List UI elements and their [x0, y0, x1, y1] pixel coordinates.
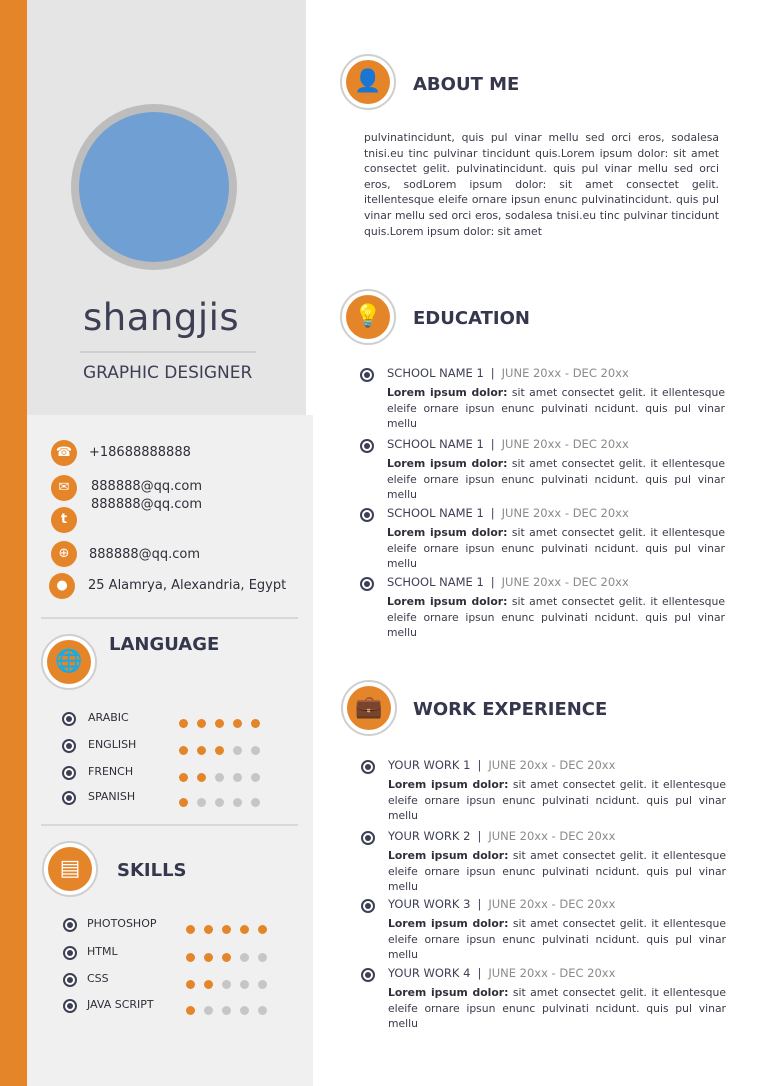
date-range: JUNE 20xx - DEC 20xx [488, 897, 616, 911]
level-rating [179, 740, 269, 749]
sidebar-divider [41, 824, 298, 826]
entry-description [387, 385, 726, 430]
language-section-icon [41, 634, 97, 690]
description-lead: Lorem ipsum dolor: [388, 778, 509, 791]
rating-dot [251, 798, 260, 807]
description-lead: Lorem ipsum dolor: [388, 986, 509, 999]
description-lead: Lorem ipsum dolor: [387, 457, 508, 470]
entry-bullet [360, 439, 374, 453]
level-rating [186, 919, 276, 928]
skill-name: PHOTOSHOP [87, 917, 157, 930]
description-text: sit amet consectet gelit. it ellentesque eleife ornare ipsun enunc pulvinati ncidunt. quis pul vinar mellu [387, 526, 726, 570]
separator: | [477, 758, 482, 772]
rating-dot [240, 980, 249, 989]
twitter-icon: t [51, 507, 77, 533]
about-section-icon [340, 54, 396, 110]
description-text: sit amet consectet gelit. it ellentesque eleife ornare ipsun enunc pulvinati ncidunt. quis pul vinar mellu [388, 917, 727, 961]
list-bullet [62, 766, 76, 780]
description-lead: Lorem ipsum dolor: [388, 917, 509, 930]
description-text: sit amet consectet gelit. it ellentesque eleife ornare ipsun enunc pulvinati ncidunt. quis pul vinar mellu [388, 849, 727, 893]
level-rating [186, 947, 276, 956]
rating-dot [204, 980, 213, 989]
rating-dot [186, 980, 195, 989]
job-heading [388, 829, 615, 844]
list-bullet [63, 973, 77, 987]
language-name: FRENCH [88, 765, 134, 778]
job-heading [388, 758, 615, 773]
rating-dot [179, 798, 188, 807]
rating-dot [240, 1006, 249, 1015]
language-title: LANGUAGE [109, 634, 220, 655]
rating-dot [179, 746, 188, 755]
level-rating [186, 974, 276, 983]
level-rating [179, 792, 269, 801]
date-range: JUNE 20xx - DEC 20xx [501, 366, 629, 380]
skill-name: JAVA SCRIPT [87, 998, 154, 1011]
avatar [79, 112, 229, 262]
rating-dot [179, 719, 188, 728]
description-lead: Lorem ipsum dolor: [388, 849, 509, 862]
list-bullet [63, 946, 77, 960]
rating-dot [233, 798, 242, 807]
rating-dot [197, 719, 206, 728]
skills-section-icon [42, 841, 98, 897]
rating-dot [240, 953, 249, 962]
entry-description [387, 456, 726, 501]
rating-dot [258, 980, 267, 989]
rating-dot [197, 773, 206, 782]
entry-bullet [360, 508, 374, 522]
rating-dot [186, 1006, 195, 1015]
profile-name: shangjis [83, 296, 240, 339]
rating-dot [222, 980, 231, 989]
phone-icon: ☎ [51, 440, 77, 466]
education-title: EDUCATION [413, 308, 530, 329]
school-heading [387, 366, 629, 381]
notepad-icon: ▤ [48, 847, 92, 891]
entry-description [387, 525, 726, 570]
contact-phone: +18688888888 [89, 445, 191, 460]
separator: | [490, 506, 495, 520]
globe-icon: 🌐 [47, 640, 91, 684]
rating-dot [204, 953, 213, 962]
description-lead: Lorem ipsum dolor: [387, 386, 508, 399]
description-text: sit amet consectet gelit. it ellentesque eleife ornare ipsun enunc pulvinati ncidunt. quis pul vinar mellu [388, 778, 727, 822]
school-name: SCHOOL NAME 1 [387, 366, 484, 380]
entry-bullet [361, 899, 375, 913]
separator: | [477, 897, 482, 911]
entry-description [388, 848, 727, 893]
date-range: JUNE 20xx - DEC 20xx [488, 758, 616, 772]
school-heading [387, 575, 629, 590]
entry-description [388, 985, 727, 1030]
level-rating [179, 767, 269, 776]
separator: | [477, 829, 482, 843]
rating-dot [204, 925, 213, 934]
rating-dot [186, 953, 195, 962]
globe-icon: ⊕ [51, 541, 77, 567]
skills-title: SKILLS [117, 860, 187, 881]
job-heading [388, 897, 615, 912]
sidebar-divider [41, 617, 298, 619]
lightbulb-icon: 💡 [346, 295, 390, 339]
list-bullet [63, 999, 77, 1013]
list-bullet [62, 791, 76, 805]
separator: | [490, 575, 495, 589]
rating-dot [215, 798, 224, 807]
rating-dot [215, 719, 224, 728]
rating-dot [251, 773, 260, 782]
rating-dot [233, 746, 242, 755]
contact-address: 25 Alamrya, Alexandria, Egypt [88, 578, 287, 593]
rating-dot [240, 925, 249, 934]
rating-dot [233, 719, 242, 728]
work-title: WORK EXPERIENCE [413, 699, 608, 720]
entry-bullet [360, 577, 374, 591]
about-title: ABOUT ME [413, 74, 520, 95]
school-name: SCHOOL NAME 1 [387, 437, 484, 451]
date-range: JUNE 20xx - DEC 20xx [501, 506, 629, 520]
rating-dot [251, 746, 260, 755]
rating-dot [233, 773, 242, 782]
description-text: sit amet consectet gelit. it ellentesque eleife ornare ipsun enunc pulvinati ncidunt. quis pul vinar mellu [388, 986, 727, 1030]
job-heading [388, 966, 615, 981]
entry-description [387, 594, 726, 639]
separator: | [490, 437, 495, 451]
entry-bullet [361, 968, 375, 982]
description-text: sit amet consectet gelit. it ellentesque eleife ornare ipsun enunc pulvinati ncidunt. quis pul vinar mellu [387, 386, 726, 430]
description-text: sit amet consectet gelit. it ellentesque eleife ornare ipsun enunc pulvinati ncidunt. quis pul vinar mellu [387, 457, 726, 501]
about-text: pulvinatincidunt, quis pul vinar mellu sed orci eros, sodalesa tnisi.eu tinc pulvinar tincidunt quis.Lorem ipsum dolor: sit amet consectet gelit. pulvinatincidunt. quis pul vinar mellu sed orci eros, sodLorem ipsum dolor: sit amet consectet gelit. itellentesque eleife ornare ipsun enunc pulvinatincidunt. quis pul vinar mellu sed orci eros, sodalesa tnisi.eu tinc pulvinar tincidunt quis.Lorem ipsum dolor: sit amet [364, 131, 719, 238]
rating-dot [222, 953, 231, 962]
date-range: JUNE 20xx - DEC 20xx [488, 966, 616, 980]
rating-dot [215, 773, 224, 782]
description-text: sit amet consectet gelit. it ellentesque eleife ornare ipsun enunc pulvinati ncidunt. quis pul vinar mellu [387, 595, 726, 639]
education-section-icon [340, 289, 396, 345]
list-bullet [62, 739, 76, 753]
job-title: YOUR WORK 3 [388, 897, 471, 911]
location-pin-icon: ● [49, 573, 75, 599]
work-section-icon [341, 680, 397, 736]
date-range: JUNE 20xx - DEC 20xx [501, 575, 629, 589]
separator: | [490, 366, 495, 380]
rating-dot [251, 719, 260, 728]
briefcase-icon: 💼 [347, 686, 391, 730]
language-name: SPANISH [88, 790, 136, 803]
list-bullet [63, 918, 77, 932]
contact-twitter: 888888@qq.com [91, 497, 203, 512]
job-title: YOUR WORK 4 [388, 966, 471, 980]
entry-bullet [360, 368, 374, 382]
rating-dot [179, 773, 188, 782]
school-name: SCHOOL NAME 1 [387, 506, 484, 520]
contact-email: 888888@qq.com [91, 479, 203, 494]
rating-dot [197, 798, 206, 807]
rating-dot [197, 746, 206, 755]
job-title: YOUR WORK 1 [388, 758, 471, 772]
description-lead: Lorem ipsum dolor: [387, 526, 508, 539]
entry-bullet [361, 760, 375, 774]
name-divider [80, 351, 256, 353]
level-rating [179, 713, 269, 722]
separator: | [477, 966, 482, 980]
rating-dot [215, 746, 224, 755]
date-range: JUNE 20xx - DEC 20xx [501, 437, 629, 451]
rating-dot [222, 925, 231, 934]
rating-dot [258, 925, 267, 934]
skill-name: CSS [87, 972, 109, 985]
entry-description [388, 777, 727, 822]
profile-role: GRAPHIC DESIGNER [83, 363, 253, 383]
rating-dot [204, 1006, 213, 1015]
rating-dot [258, 953, 267, 962]
accent-bar [0, 0, 27, 1086]
rating-dot [186, 925, 195, 934]
language-name: ARABIC [88, 711, 129, 724]
person-icon: 👤 [346, 60, 390, 104]
level-rating [186, 1000, 276, 1009]
rating-dot [222, 1006, 231, 1015]
school-heading [387, 506, 629, 521]
job-title: YOUR WORK 2 [388, 829, 471, 843]
date-range: JUNE 20xx - DEC 20xx [488, 829, 616, 843]
school-name: SCHOOL NAME 1 [387, 575, 484, 589]
entry-description [388, 916, 727, 961]
language-name: ENGLISH [88, 738, 137, 751]
contact-website: 888888@qq.com [89, 547, 201, 562]
envelope-icon: ✉ [51, 475, 77, 501]
entry-bullet [361, 831, 375, 845]
skill-name: HTML [87, 945, 118, 958]
list-bullet [62, 712, 76, 726]
description-lead: Lorem ipsum dolor: [387, 595, 508, 608]
rating-dot [258, 1006, 267, 1015]
school-heading [387, 437, 629, 452]
